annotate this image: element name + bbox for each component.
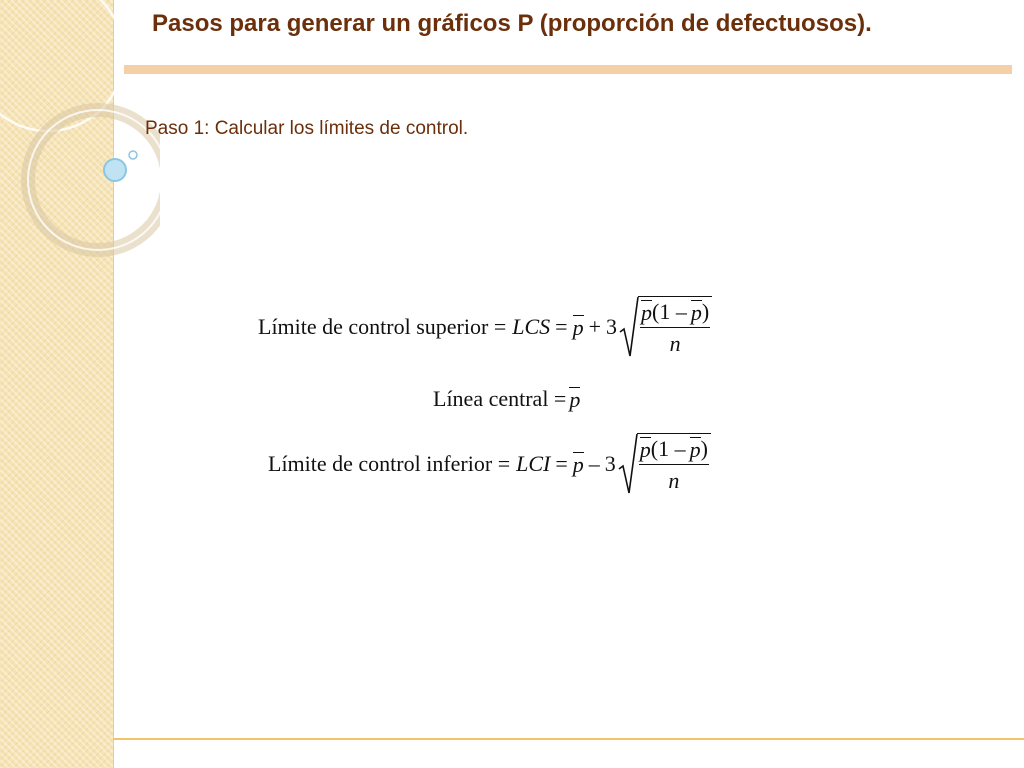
numerator-pbar: p — [639, 437, 651, 462]
formula-lower-operator: – — [588, 451, 600, 476]
formula-center-line — [433, 386, 580, 412]
formula-upper-label: Límite de control superior = — [258, 314, 507, 339]
formula-upper-operator: + — [588, 314, 601, 339]
deco-small-bubble — [129, 151, 137, 159]
formula-lower-label: Límite de control inferior = — [268, 451, 511, 476]
title-underline-bar — [124, 65, 1012, 74]
formula-center-pbar: p — [569, 387, 581, 412]
formula-upper-radicand — [638, 296, 712, 358]
formula-lower-coefficient: 3 — [604, 451, 616, 476]
formula-upper-coefficient: 3 — [606, 314, 617, 339]
formula-upper-equals: = — [555, 314, 568, 339]
formula-upper-numerator — [640, 299, 710, 328]
formula-lower-pbar: p — [572, 452, 584, 477]
deco-bubble — [104, 159, 126, 181]
formula-lower-radicand — [637, 433, 711, 495]
numerator-close: ) — [700, 436, 708, 461]
formula-upper-sqrt — [619, 296, 712, 358]
numerator-pbar: p — [641, 300, 652, 325]
decorative-circles — [0, 0, 160, 260]
slide-title: Pasos para generar un gráficos P (proporción de defectuosos). — [152, 10, 872, 37]
numerator-open: (1 – — [652, 299, 687, 324]
formula-lower-sqrt — [618, 433, 711, 495]
formula-upper-symbol: LCS — [512, 314, 551, 339]
formula-lower-equals: = — [555, 451, 568, 476]
sqrt-icon — [619, 296, 639, 358]
sqrt-icon — [618, 433, 638, 495]
formula-center-label: Línea central = — [433, 386, 567, 411]
numerator-pbar-inner: p — [690, 300, 702, 325]
numerator-pbar-inner: p — [689, 437, 701, 462]
formula-upper-limit — [258, 296, 712, 358]
formula-lower-limit — [268, 433, 711, 495]
formula-lower-numerator — [639, 436, 709, 465]
numerator-open: (1 – — [650, 436, 686, 461]
bottom-divider-line — [113, 738, 1024, 740]
numerator-close: ) — [701, 299, 710, 324]
step-heading: Paso 1: Calcular los límites de control. — [145, 118, 469, 139]
formula-lower-denominator: n — [668, 468, 680, 493]
formula-upper-denominator: n — [669, 331, 681, 356]
formula-upper-pbar: p — [572, 315, 584, 340]
formula-lower-symbol: LCI — [516, 451, 551, 476]
